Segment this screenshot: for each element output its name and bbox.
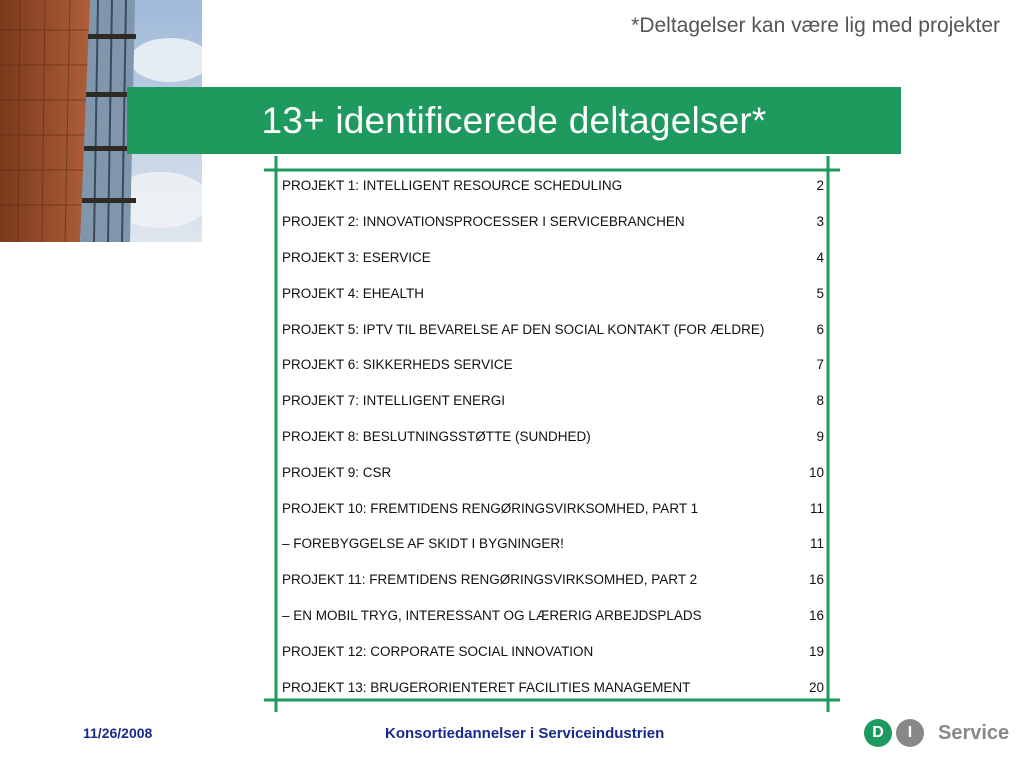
toc-row-page: 16 — [808, 607, 824, 623]
toc-row — [282, 347, 824, 383]
footer-date: 11/26/2008 — [83, 725, 153, 741]
toc-row — [282, 240, 824, 276]
toc-row-page: 11 — [809, 500, 824, 516]
title-bar — [127, 87, 901, 154]
toc-row-label: PROJEKT 1: INTELLIGENT RESOURCE SCHEDULING — [282, 178, 623, 194]
toc-row-page: 4 — [816, 249, 824, 265]
toc-row-page: 5 — [816, 285, 824, 301]
toc-row-page: 3 — [816, 214, 824, 230]
toc-row-label: PROJEKT 3: ESERVICE — [282, 249, 431, 265]
table-of-contents — [282, 168, 824, 705]
toc-row — [282, 311, 824, 347]
logo-i-circle: I — [896, 719, 924, 747]
toc-row-label: PROJEKT 10: FREMTIDENS RENGØRINGSVIRKSOMHED, PART 1 — [282, 500, 699, 516]
toc-row-page: 9 — [816, 428, 824, 444]
toc-row-page: 8 — [816, 393, 824, 409]
toc-row — [282, 168, 824, 204]
toc-row-page: 20 — [808, 679, 824, 695]
toc-row — [282, 669, 824, 705]
toc-row-label: PROJEKT 2: INNOVATIONSPROCESSER I SERVICEBRANCHEN — [282, 214, 685, 230]
toc-row-page: 19 — [808, 643, 824, 659]
toc-row-label: PROJEKT 7: INTELLIGENT ENERGI — [282, 393, 506, 409]
toc-row-label: PROJEKT 13: BRUGERORIENTERET FACILITIES MANAGEMENT — [282, 679, 691, 695]
toc-row — [282, 562, 824, 598]
toc-row-page: 7 — [816, 357, 824, 373]
toc-row-label: PROJEKT 9: CSR — [282, 464, 392, 480]
slide-title: 13+ identificerede deltagelser* — [261, 99, 767, 141]
logo-d-circle: D — [864, 719, 892, 747]
toc-row — [282, 383, 824, 419]
toc-row — [282, 419, 824, 455]
toc-row-page: 2 — [816, 178, 824, 194]
toc-row-page: 10 — [808, 464, 824, 480]
toc-row — [282, 526, 824, 562]
footer-title: Konsortiedannelser i Serviceindustrien — [385, 725, 665, 742]
toc-row — [282, 454, 824, 490]
toc-row-page: 6 — [816, 321, 824, 337]
toc-row-label: PROJEKT 8: BESLUTNINGSSTØTTE (SUNDHED) — [282, 428, 591, 444]
toc-row — [282, 275, 824, 311]
toc-row-label: PROJEKT 12: CORPORATE SOCIAL INNOVATION — [282, 643, 594, 659]
toc-row-label: PROJEKT 11: FREMTIDENS RENGØRINGSVIRKSOMHED, PART 2 — [282, 572, 698, 588]
toc-row-label: PROJEKT 5: IPTV TIL BEVARELSE AF DEN SOCIAL KONTAKT (FOR ÆLDRE) — [282, 321, 765, 337]
toc-row — [282, 633, 824, 669]
toc-row — [282, 598, 824, 634]
toc-row-label: PROJEKT 6: SIKKERHEDS SERVICE — [282, 357, 513, 373]
logo-word: Service — [938, 721, 1010, 744]
toc-row-page: 11 — [809, 536, 824, 552]
toc-row-page: 16 — [808, 572, 824, 588]
di-service-logo — [864, 719, 1009, 747]
toc-row — [282, 204, 824, 240]
footnote-note: *Deltagelser kan være lig med projekter — [631, 14, 1000, 37]
toc-row-label: – EN MOBIL TRYG, INTERESSANT OG LÆRERIG ARBEJDSPLADS — [282, 607, 702, 623]
toc-row — [282, 490, 824, 526]
toc-row-label: – FOREBYGGELSE AF SKIDT I BYGNINGER! — [282, 536, 564, 552]
toc-row-label: PROJEKT 4: EHEALTH — [282, 285, 425, 301]
